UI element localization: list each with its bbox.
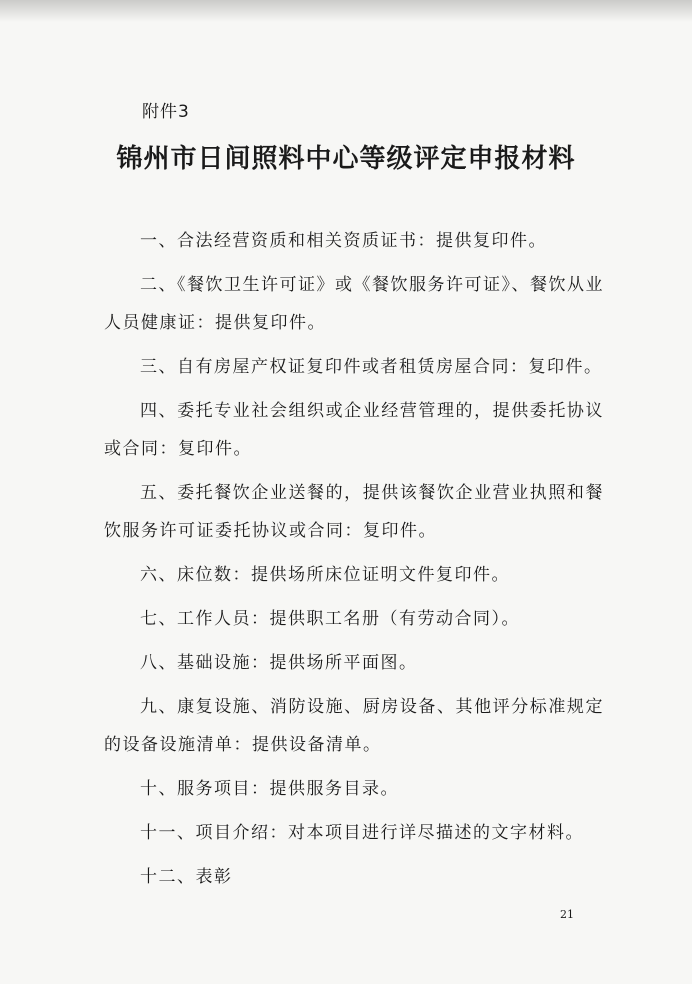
document-title: 锦州市日间照料中心等级评定申报材料: [116, 144, 576, 174]
list-item: 十、服务项目：提供服务目录。: [140, 779, 399, 799]
list-item: 十一、项目介绍：对本项目进行详尽描述的文字材料。: [140, 823, 584, 843]
list-item: 十二、表彰: [140, 867, 233, 887]
list-item: 一、合法经营资质和相关资质证书：提供复印件。: [140, 231, 547, 251]
list-item: 二、《餐饮卫生许可证》或《餐饮服务许可证》、餐饮从业人员健康证：提供复印件。: [104, 275, 604, 333]
list-item: 四、委托专业社会组织或企业经营管理的，提供委托协议或合同：复印件。: [104, 401, 604, 459]
list-item: 八、基础设施：提供场所平面图。: [140, 653, 418, 673]
list-item: 九、康复设施、消防设施、厨房设备、其他评分标准规定的设备设施清单：提供设备清单。: [104, 697, 604, 755]
attachment-label: 附件3: [142, 102, 190, 122]
page-number: 21: [560, 908, 574, 921]
list-item: 五、委托餐饮企业送餐的，提供该餐饮企业营业执照和餐饮服务许可证委托协议或合同：复印件。: [104, 483, 604, 541]
list-item: 三、自有房屋产权证复印件或者租赁房屋合同：复印件。: [140, 357, 603, 377]
document-body: [104, 222, 604, 902]
list-item: 六、床位数：提供场所床位证明文件复印件。: [140, 565, 510, 585]
list-item: 七、工作人员：提供职工名册（有劳动合同）。: [140, 609, 520, 629]
